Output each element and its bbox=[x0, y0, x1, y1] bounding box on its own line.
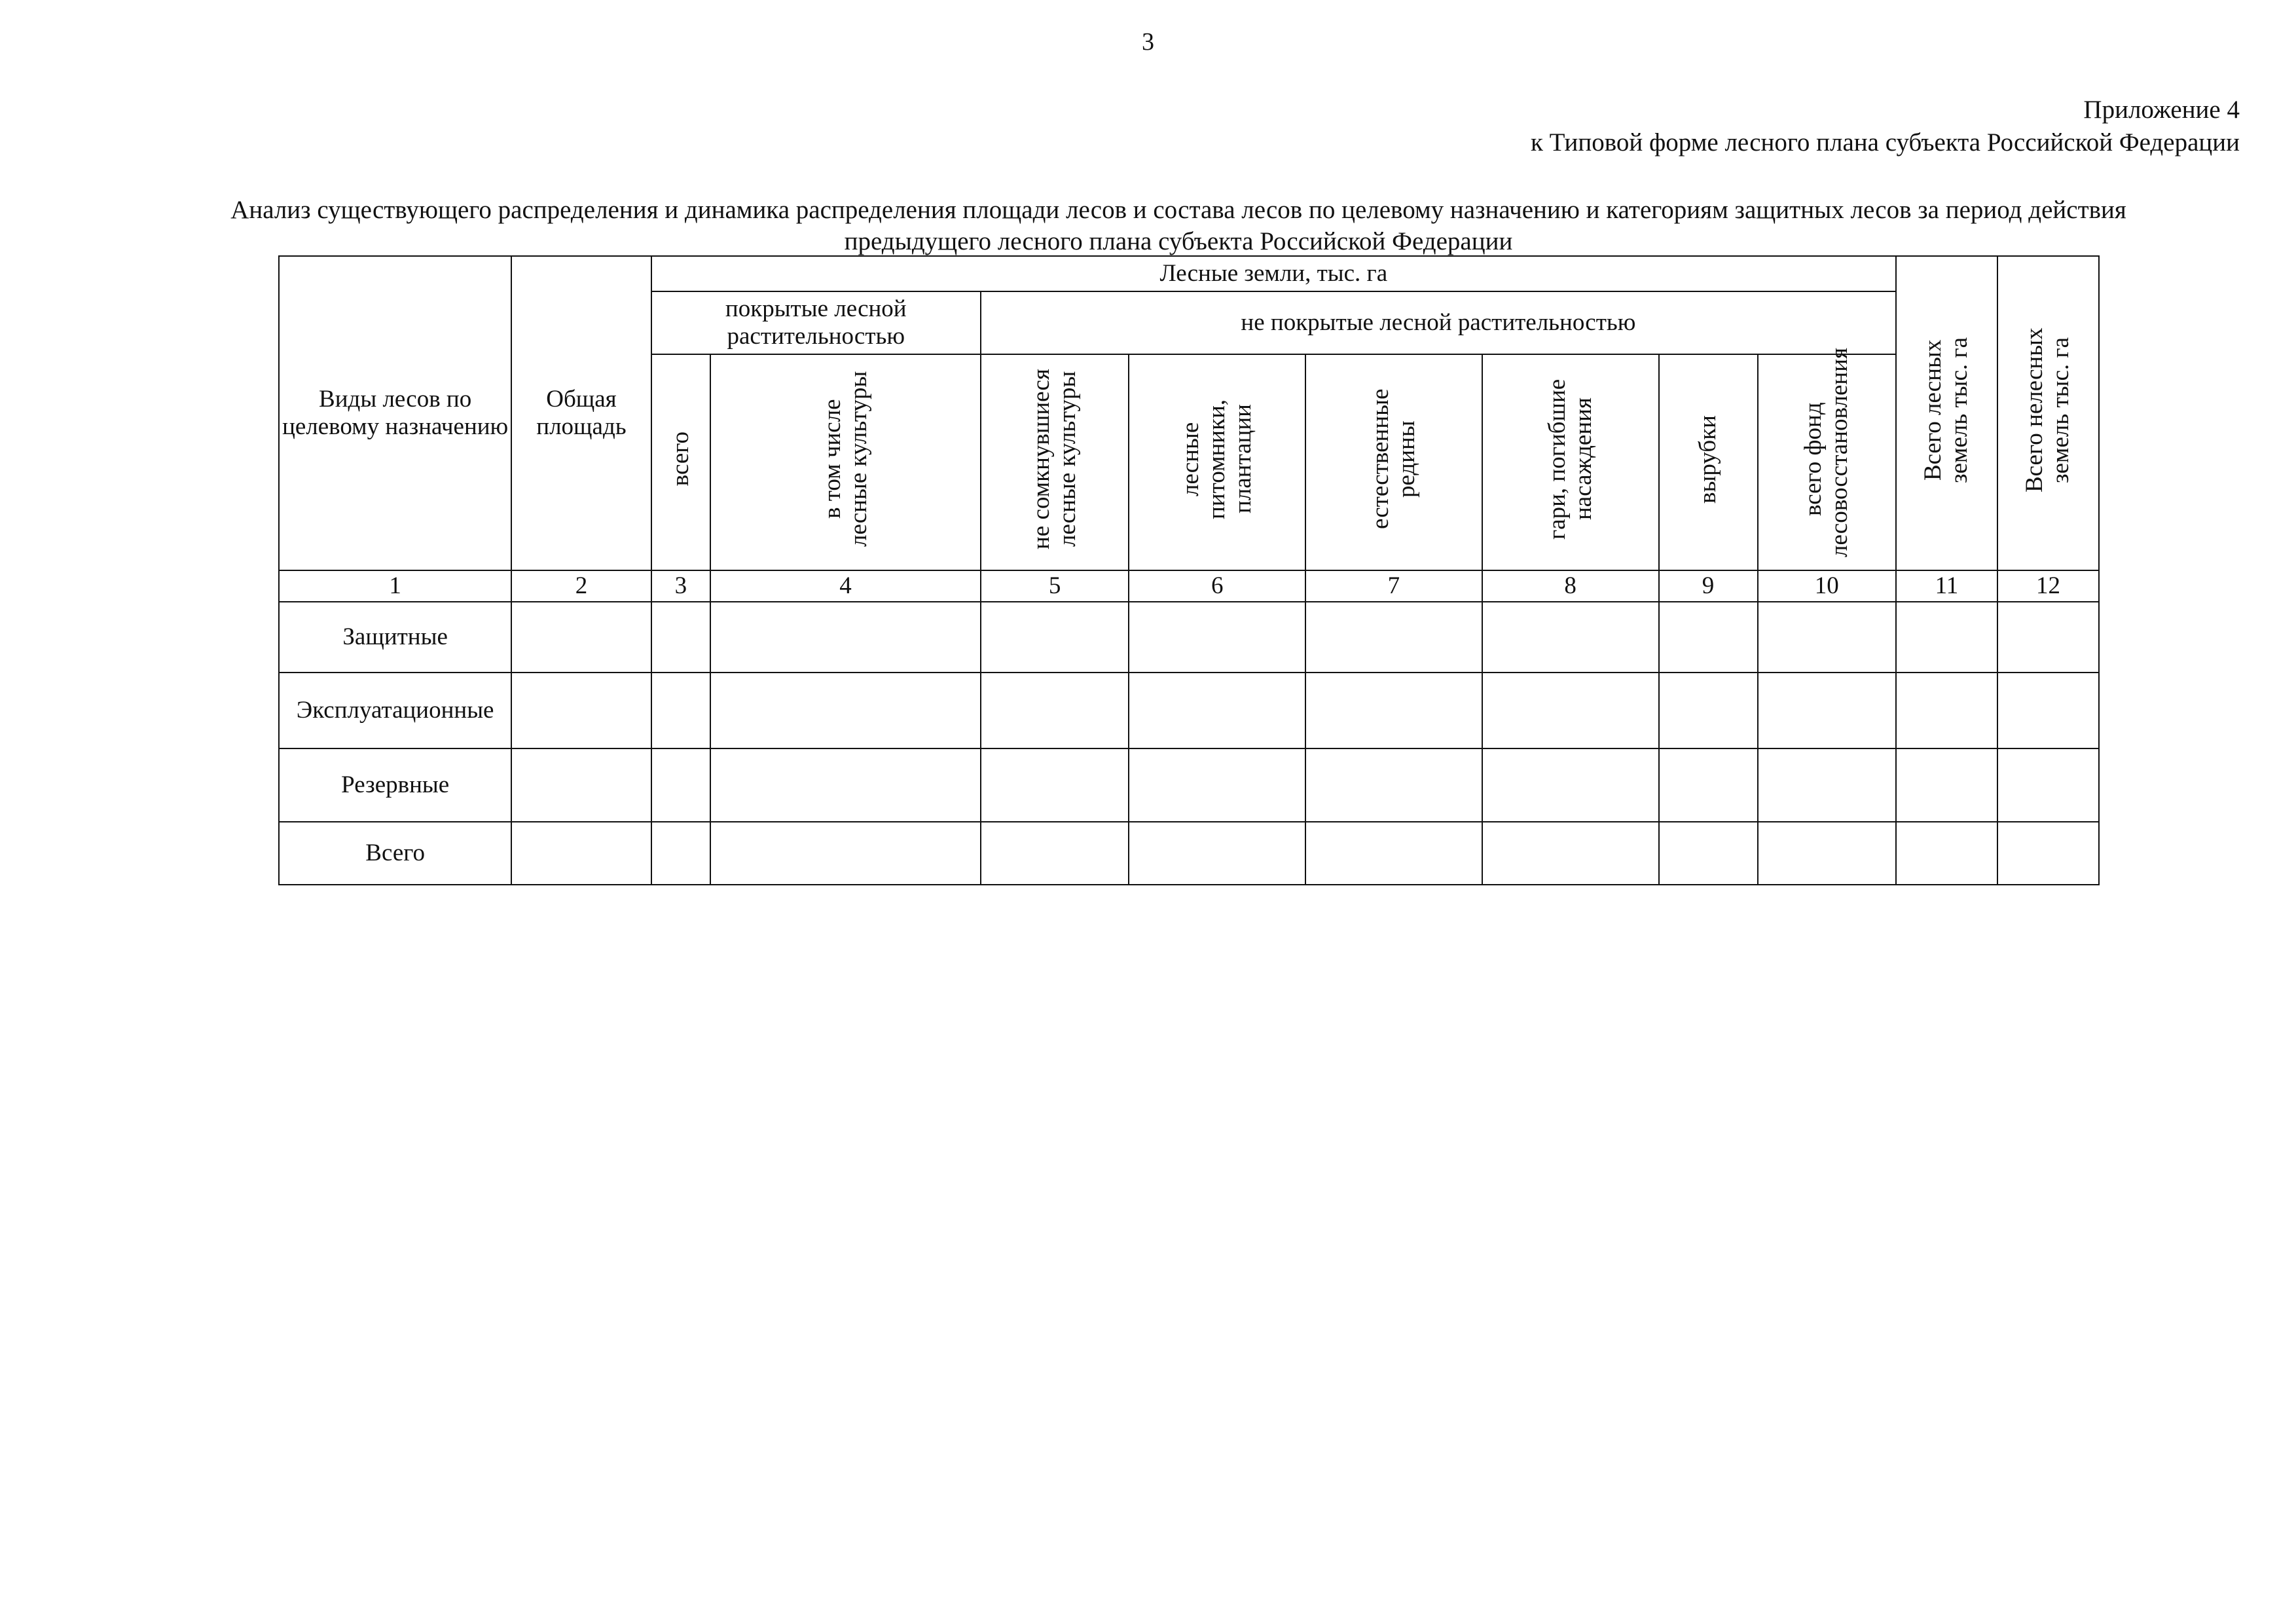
empty-cell bbox=[1758, 673, 1896, 748]
empty-cell bbox=[1305, 822, 1482, 885]
header-sub-clearings bbox=[1659, 354, 1758, 570]
header-forest-lands: Лесные земли, тыс. га bbox=[651, 256, 1896, 291]
header-sub-burned bbox=[1482, 354, 1659, 570]
column-number: 8 bbox=[1482, 570, 1659, 602]
empty-cell bbox=[710, 748, 981, 822]
header-sub-vsego-text: всего bbox=[666, 432, 694, 487]
column-number: 9 bbox=[1659, 570, 1758, 602]
header-sub-nurseries bbox=[1129, 354, 1305, 570]
empty-cell bbox=[1659, 822, 1758, 885]
row-label-protective: Защитные bbox=[279, 602, 511, 673]
empty-cell bbox=[1129, 822, 1305, 885]
empty-cell bbox=[1482, 822, 1659, 885]
empty-cell bbox=[511, 673, 651, 748]
document-title-line-1: Анализ существующего распределения и динамика распределения площади лесов и состава лесов по целевому назначению и категориям защитных лесов за период действия bbox=[230, 196, 2126, 224]
empty-cell bbox=[1758, 602, 1896, 673]
column-number: 4 bbox=[710, 570, 981, 602]
row-label-exploitation: Эксплуатационные bbox=[279, 673, 511, 748]
table-row bbox=[279, 602, 2099, 673]
header-sub-nurseries-text: лесные питомники, плантации bbox=[1177, 399, 1257, 519]
empty-cell bbox=[511, 822, 651, 885]
empty-cell bbox=[1659, 673, 1758, 748]
header-forest-types: Виды лесов по целевому назначению bbox=[279, 256, 511, 570]
header-covered: покрытые лесной растительностью bbox=[651, 291, 981, 354]
table-row bbox=[279, 822, 2099, 885]
column-number: 6 bbox=[1129, 570, 1305, 602]
empty-cell bbox=[981, 822, 1129, 885]
table-row bbox=[279, 748, 2099, 822]
empty-cell bbox=[651, 602, 711, 673]
header-total-area: Общая площадь bbox=[511, 256, 651, 570]
header-sub-burned-text: гари, погибшие насаждения bbox=[1543, 378, 1597, 540]
header-sub-clearings-text: вырубки bbox=[1694, 415, 1722, 504]
empty-cell bbox=[1305, 673, 1482, 748]
empty-cell bbox=[651, 748, 711, 822]
column-number: 3 bbox=[651, 570, 711, 602]
empty-cell bbox=[981, 602, 1129, 673]
header-total-forest-lands bbox=[1896, 256, 1997, 570]
empty-cell bbox=[1997, 602, 2099, 673]
empty-cell bbox=[511, 602, 651, 673]
empty-cell bbox=[511, 748, 651, 822]
header-sub-incl-cultures-text: в том числе лесные культуры bbox=[818, 371, 872, 547]
header-sub-vsego bbox=[651, 354, 711, 570]
empty-cell bbox=[1482, 748, 1659, 822]
header-sub-unclosed-cultures bbox=[981, 354, 1129, 570]
empty-cell bbox=[1758, 822, 1896, 885]
empty-cell bbox=[1482, 602, 1659, 673]
table-row bbox=[279, 673, 2099, 748]
column-number: 5 bbox=[981, 570, 1129, 602]
empty-cell bbox=[1129, 602, 1305, 673]
column-number: 7 bbox=[1305, 570, 1482, 602]
empty-cell bbox=[1659, 748, 1758, 822]
column-number: 10 bbox=[1758, 570, 1896, 602]
empty-cell bbox=[1305, 602, 1482, 673]
document-title-line-2: предыдущего лесного плана субъекта Российской Федерации bbox=[844, 227, 1513, 255]
header-not-covered: не покрытые лесной растительностью bbox=[981, 291, 1896, 354]
column-number-row bbox=[279, 570, 2099, 602]
header-total-nonforest-lands-text: Всего нелесных земель тыс. га bbox=[2021, 327, 2075, 492]
header-sub-reforestation-fund bbox=[1758, 347, 1896, 570]
empty-cell bbox=[710, 673, 981, 748]
column-number: 2 bbox=[511, 570, 651, 602]
row-label-reserve: Резервные bbox=[279, 748, 511, 822]
header-sub-incl-cultures bbox=[710, 354, 981, 570]
forest-distribution-table bbox=[278, 255, 2100, 885]
empty-cell bbox=[1997, 748, 2099, 822]
empty-cell bbox=[651, 822, 711, 885]
empty-cell bbox=[651, 673, 711, 748]
empty-cell bbox=[1997, 673, 2099, 748]
empty-cell bbox=[981, 673, 1129, 748]
column-number: 11 bbox=[1896, 570, 1997, 602]
column-number: 12 bbox=[1997, 570, 2099, 602]
empty-cell bbox=[1305, 748, 1482, 822]
document-title bbox=[131, 194, 2226, 257]
column-number: 1 bbox=[279, 570, 511, 602]
empty-cell bbox=[1129, 673, 1305, 748]
empty-cell bbox=[1997, 822, 2099, 885]
empty-cell bbox=[710, 822, 981, 885]
empty-cell bbox=[1659, 602, 1758, 673]
header-sub-natural-sparse bbox=[1305, 354, 1482, 570]
empty-cell bbox=[1896, 673, 1997, 748]
empty-cell bbox=[981, 748, 1129, 822]
row-label-total: Всего bbox=[279, 822, 511, 885]
empty-cell bbox=[1129, 748, 1305, 822]
header-sub-reforestation-fund-text: всего фонд лесовосстановления bbox=[1800, 347, 1853, 557]
header-sub-natural-sparse-text: естественные редины bbox=[1366, 388, 1420, 530]
empty-cell bbox=[710, 602, 981, 673]
header-total-forest-lands-text: Всего лесных земель тыс. га bbox=[1920, 337, 1973, 483]
header-total-nonforest-lands bbox=[1997, 256, 2099, 570]
empty-cell bbox=[1896, 822, 1997, 885]
page-number: 3 bbox=[1142, 28, 1154, 56]
empty-cell bbox=[1758, 748, 1896, 822]
header-sub-unclosed-cultures-text: не сомкнувшиеся лесные культуры bbox=[1028, 369, 1082, 549]
empty-cell bbox=[1896, 602, 1997, 673]
empty-cell bbox=[1896, 748, 1997, 822]
appendix-line-1: Приложение 4 bbox=[2083, 96, 2240, 124]
appendix-note bbox=[1531, 94, 2240, 159]
appendix-line-2: к Типовой форме лесного плана субъекта Российской Федерации bbox=[1530, 128, 2240, 157]
empty-cell bbox=[1482, 673, 1659, 748]
